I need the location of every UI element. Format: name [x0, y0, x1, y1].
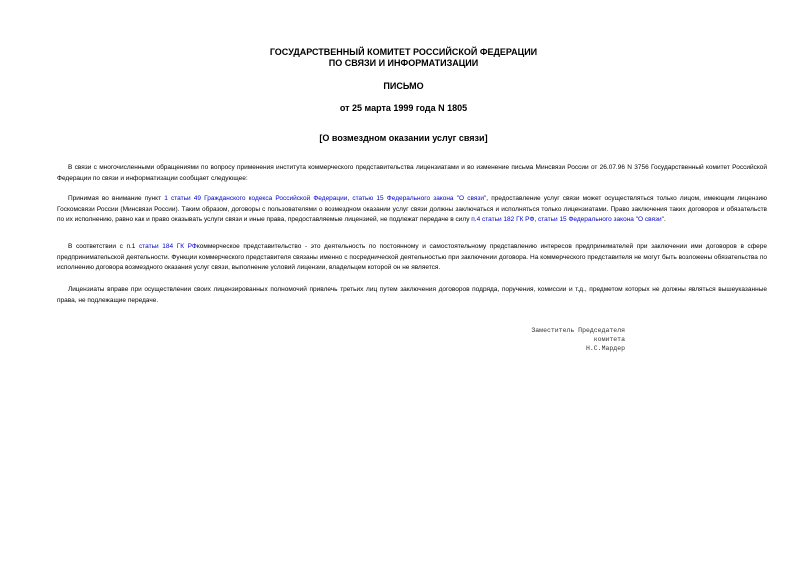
document-type: ПИСЬМО	[383, 81, 424, 91]
link-article-49-civil-code[interactable]: 1 статьи 49 Гражданского кодекса Российской Федерации	[164, 195, 348, 202]
issuer-line-1: ГОСУДАРСТВЕННЫЙ КОМИТЕТ РОССИЙСКОЙ ФЕДЕРАЦИИ	[269, 47, 538, 57]
paragraph-2-text-5: .	[663, 216, 666, 223]
document-subject: [О возмездном оказании услуг связи]	[319, 133, 488, 143]
signature-name: Н.С.Мардер	[585, 345, 625, 352]
link-article-15-communications-law[interactable]: статью 15 Федерального закона "О связи"	[352, 195, 487, 202]
paragraph-2-text-3: , предоставление услуг связи может осуществляться только лицом, имеющим лицензию Госкомсвязи России (Минсвязи России). Таким образом, договоры с пользователями о возмездном оказании услуг связи должны заключаться и исполняться только лицензиатами. Право заключения таких договоров и обязательств по их исполнению, равно как и право оказывать услуги связи и иные права, предоставляемые лицензией, не подлежат передаче в силу	[57, 195, 767, 223]
paragraph-2-text-1: Принимая во внимание пункт	[68, 195, 165, 202]
paragraph-2-text-2: ,	[347, 195, 353, 202]
document-date-number: от 25 марта 1999 года N 1805	[339, 103, 468, 113]
link-article-15-communications-law-2[interactable]: статьи 15 Федерального закона "О связи"	[538, 216, 664, 223]
issuer-line-2: ПО СВЯЗИ И ИНФОРМАТИЗАЦИИ	[328, 58, 479, 68]
paragraph-2	[57, 194, 767, 226]
paragraph-3-text-1: В соответствии с п.1	[68, 243, 139, 250]
paragraph-4: Лицензиаты вправе при осуществлении своих лицензированных полномочий привлечь третьих лиц путем заключения договоров подряда, поручения, комиссии и т.д., предметом которых не должны являться вышеуказанные права, не подлежащие передаче.	[57, 286, 767, 304]
link-article-184-civil-code[interactable]: статьи 184 ГК РФ	[139, 243, 197, 250]
signature-organization: комитета	[593, 336, 625, 343]
paragraph-2-text-4: ,	[534, 216, 539, 223]
link-article-182-civil-code[interactable]: п.4 статьи 182 ГК РФ	[471, 216, 535, 223]
paragraph-1: В связи с многочисленными обращениями по вопросу применения института коммерческого представительства лицензиатами и во изменение письма Минсвязи России от 26.07.96 N 3756 Государственный комитет Российской Федерации по связи и информатизации сообщает следующее:	[57, 164, 767, 182]
paragraph-3	[57, 242, 767, 274]
paragraph-3-text-2: коммерческое представительство - это деятельность по постоянному и самостоятельному представлению интересов предпринимателей при заключении ими договоров в сфере предпринимательской деятельности. Функции коммерческого представителя связаны именно с посреднической деятельностью при заключении договора. На коммерческого представителя не могут быть возложены обязательства по исполнению договора возмездного оказания услуг связи, выполнение условий лицензии, владельцем которой он не является.	[57, 243, 767, 271]
signature-position: Заместитель Председателя	[531, 327, 625, 334]
signature-block	[490, 326, 625, 353]
